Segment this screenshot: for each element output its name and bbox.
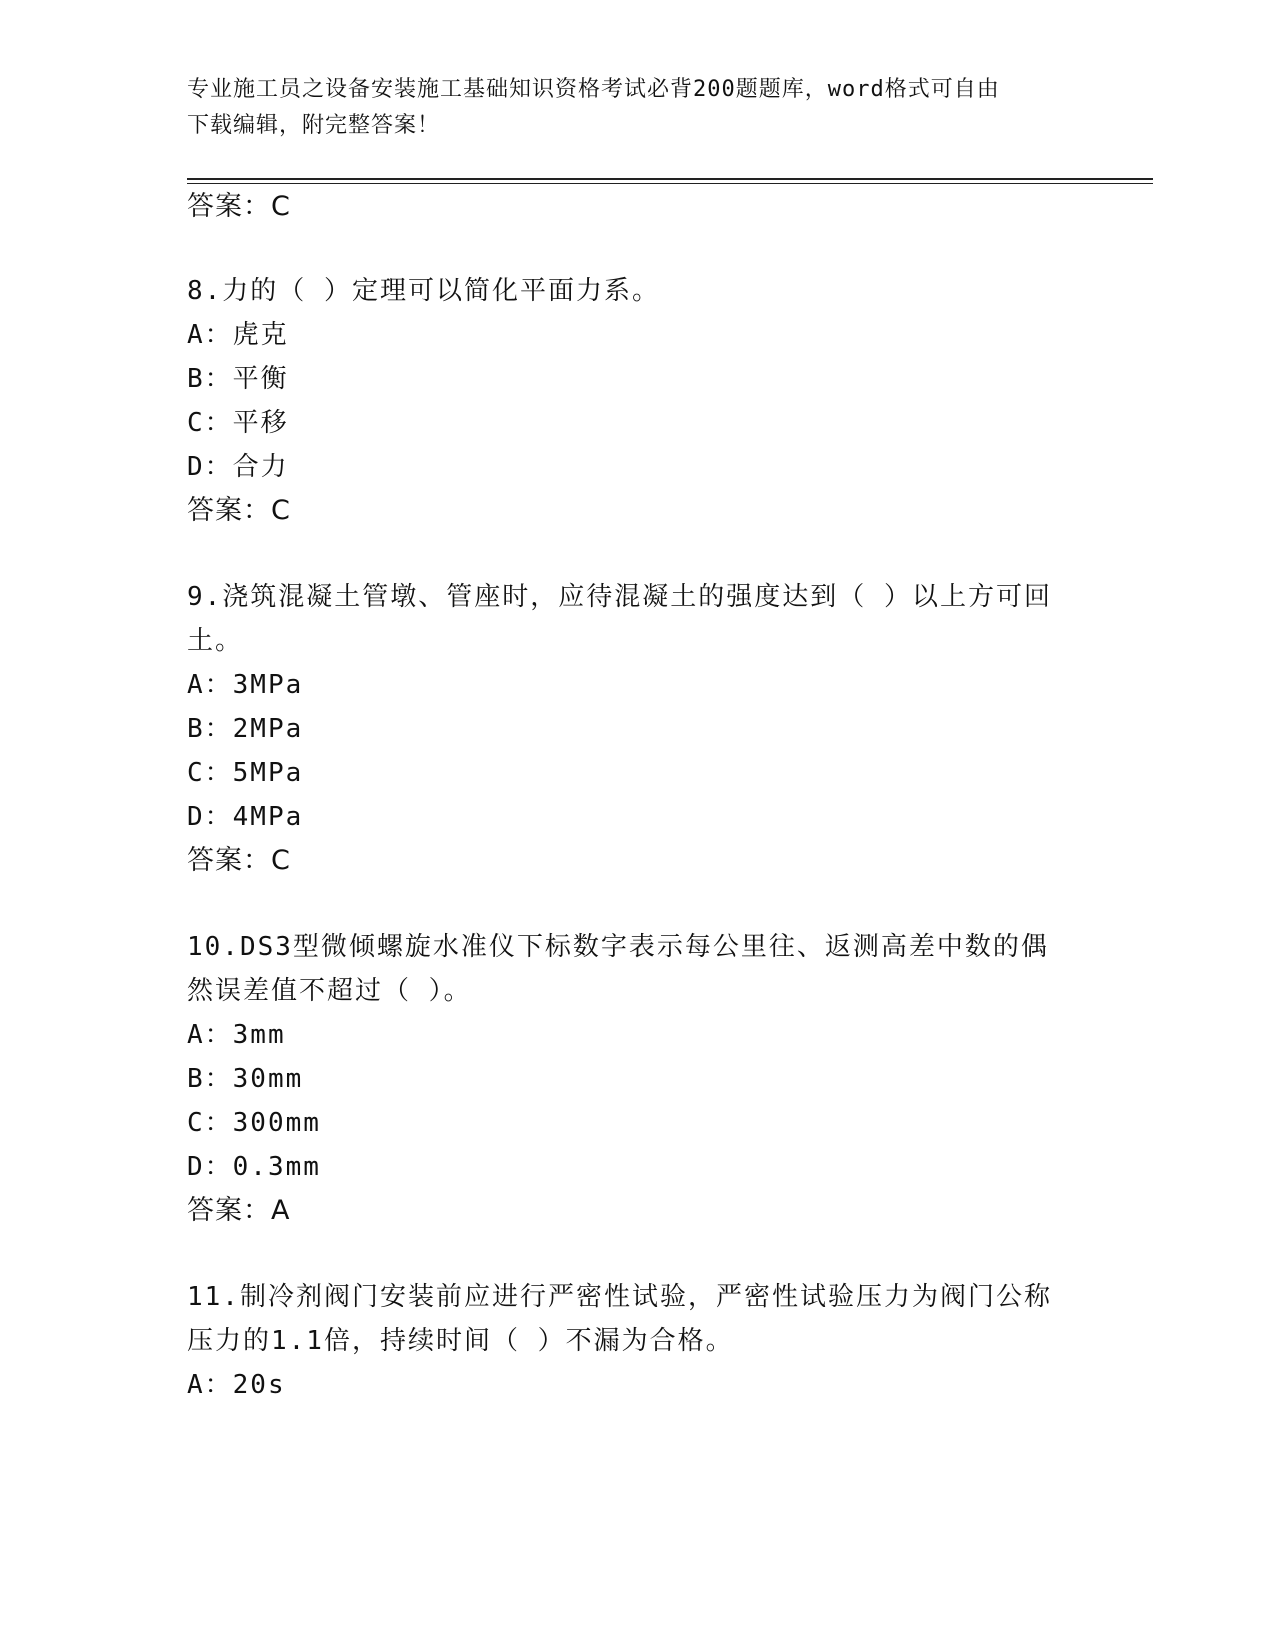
question-11-option-a: A：20s <box>187 1370 286 1400</box>
question-10-answer: 答案：A <box>187 1195 291 1226</box>
question-9-option-c: C：5MPa <box>187 758 304 788</box>
header-divider-thick <box>187 178 1153 180</box>
question-9-option-d: D：4MPa <box>187 802 304 832</box>
question-8-option-a: A：虎克 <box>187 320 289 350</box>
question-8-option-b: B：平衡 <box>187 364 289 394</box>
question-11-text-line-2: 压力的1.1倍，持续时间（ ）不漏为合格。 <box>187 1326 734 1356</box>
question-8-answer: 答案：C <box>187 495 291 526</box>
page-header <box>187 72 1067 144</box>
answer-prev: 答案：C <box>187 191 291 222</box>
question-9-text-line-1: 9.浇筑混凝土管墩、管座时，应待混凝土的强度达到（ ）以上方可回 <box>187 582 1052 612</box>
header-divider-thin <box>187 183 1153 184</box>
question-10-option-d: D：0.3mm <box>187 1152 321 1182</box>
header-title-line-1: 专业施工员之设备安装施工基础知识资格考试必背200题题库，word格式可自由 <box>187 77 1000 102</box>
question-10-text-line-1: 10.DS3型微倾螺旋水准仪下标数字表示每公里往、返测高差中数的偶 <box>187 932 1049 962</box>
question-9-option-a: A：3MPa <box>187 670 304 700</box>
question-10-option-c: C：300mm <box>187 1108 321 1138</box>
question-10-text-line-2: 然误差值不超过（ ）。 <box>187 976 472 1006</box>
question-9-text-line-2: 土。 <box>187 626 244 656</box>
question-10-option-b: B：30mm <box>187 1064 304 1094</box>
question-8-option-c: C：平移 <box>187 408 289 438</box>
question-8-text: 8.力的（ ）定理可以简化平面力系。 <box>187 276 660 306</box>
header-title-line-2: 下载编辑，附完整答案！ <box>187 113 441 138</box>
question-8-option-d: D：合力 <box>187 452 289 482</box>
question-11-text-line-1: 11.制冷剂阀门安装前应进行严密性试验，严密性试验压力为阀门公称 <box>187 1282 1052 1312</box>
question-9-answer: 答案：C <box>187 845 291 876</box>
question-9-option-b: B：2MPa <box>187 714 304 744</box>
question-10-option-a: A：3mm <box>187 1020 286 1050</box>
